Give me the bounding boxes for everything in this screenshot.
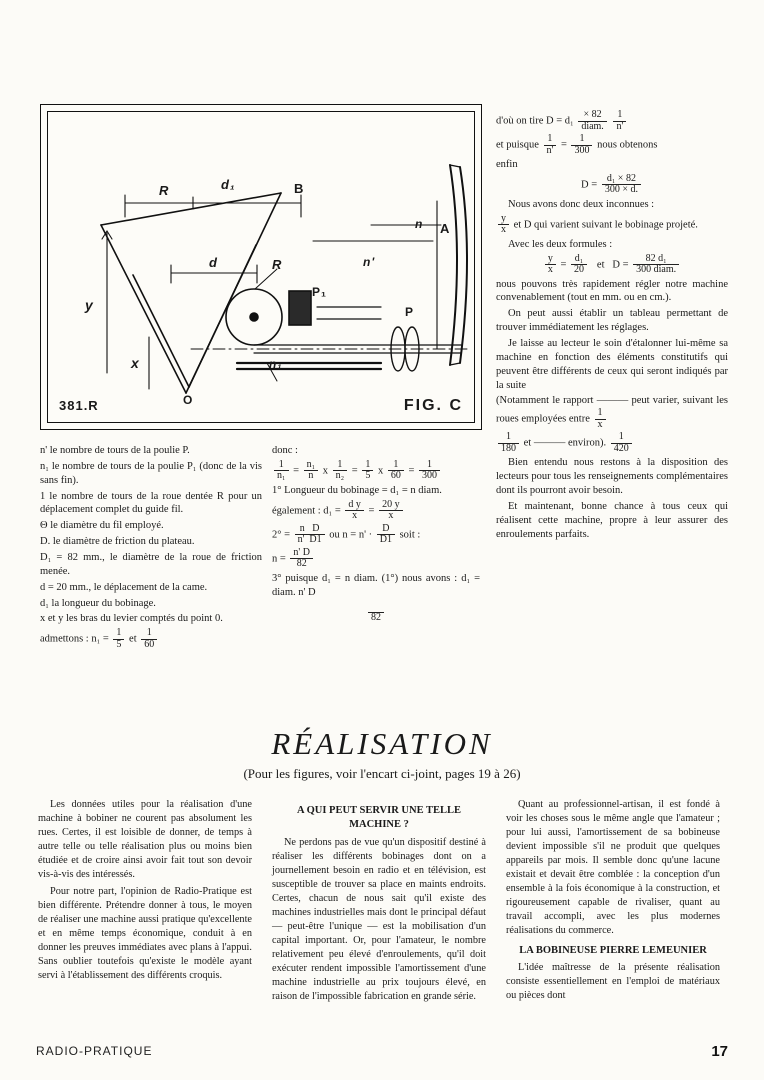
math-donc: donc :	[272, 445, 298, 456]
frac-82: 82	[368, 601, 384, 623]
figure-label-R-top: R	[159, 183, 170, 198]
frac-1-300: $\frac{1}{300}$	[419, 460, 440, 482]
legend-admettons-text: admettons : n₁ =	[40, 633, 109, 645]
frac-d1-20: $\frac{\text{d₁}}{20}$	[571, 254, 587, 276]
right-p1b-text: et D qui varient suivant le bobinage projeté.	[513, 219, 698, 231]
bottom-c1-p2: Pour notre part, l'opinion de Radio-Pratique est bien différente. Prétendre donner à tous, le moyen de réaliser une machine aussi pratique qu'excellente et en même temps économique, conduit à en donner les preuves immédiates avec plans à l'appui. Sans oublier toutefois qu'existe le modèle ayant servi à l'établissement des différents croquis.	[38, 886, 252, 981]
math-column	[272, 444, 480, 625]
figure-label-n1: n₁	[269, 357, 283, 371]
frac-n1-n: $\frac{\text{n₁}}{n}$	[304, 460, 319, 482]
legend-line-7: d₁ la longueur du bobinage.	[40, 597, 156, 609]
frac-1-n2: $\frac{1}{\text{n₂}}$	[333, 460, 348, 482]
frac-1-nprime-b: $\frac{1}{n'}$	[544, 134, 557, 156]
legend-column	[40, 444, 262, 652]
right-line-3: enfin	[496, 159, 518, 170]
section-title: RÉALISATION	[271, 726, 493, 761]
right-p4: On peut aussi établir un tableau permettant de trouver immédiatement les réglages.	[496, 308, 728, 334]
frac-1-300b: $\frac{1}{300}$	[571, 134, 592, 156]
right-column	[496, 110, 728, 543]
bottom-c3-p2: L'idée maîtresse de la présente réalisation consiste essentiellement en l'emploi de matériaux ou pièces dont	[506, 962, 720, 1002]
right-p6-text: (Notamment le rapport ——— peut varier, suivant les roues employées entre	[496, 395, 728, 425]
frac-1-5: $\frac{1}{5}$	[113, 628, 124, 650]
right-line-1	[496, 110, 728, 132]
right-line-2: et puisque $\frac{1}{n'}$ = $\frac{1}{300}$ nous obtenons	[496, 133, 658, 156]
footer-page-number: 17	[711, 1043, 728, 1060]
frac-20y-x: $\frac{20 y}{x}$	[379, 500, 403, 522]
legend-line-4: D. le diamètre de friction du plateau.	[40, 536, 195, 548]
figure-label-y: y	[85, 297, 94, 313]
legend-line-5: D₁ = 82 mm., le diamètre de la roue de friction menée.	[40, 552, 262, 577]
frac-1-60: $\frac{1}{60}$	[141, 628, 157, 650]
right-p1b	[496, 214, 728, 236]
figure-label-d1: d₁	[221, 177, 236, 192]
right-line-1-text: d'où on tire D = d₁	[496, 115, 574, 127]
frac-1-n1: $\frac{1}{\text{n₁}}$	[274, 460, 289, 482]
right-p3: nous pouvons très rapidement régler notre machine convenablement (tout en mm. ou en cm.).	[496, 278, 728, 304]
section-subtitle: (Pour les figures, voir l'encart ci-joint, pages 19 à 26)	[243, 766, 521, 781]
figure-code: 381.R	[59, 398, 99, 413]
bottom-c3-heading: LA BOBINEUSE PIERRE LEMEUNIER	[519, 945, 707, 956]
figure-label-P: P	[405, 305, 415, 319]
figure-label-P1: P₁	[312, 285, 327, 299]
frac-82d1-300diam: $\frac{\text{82 d₁}}{\text{300 diam.}}$	[633, 254, 679, 276]
figure-label-B: B	[294, 181, 305, 196]
frac-1-5b: $\frac{1}{5}$	[362, 460, 373, 482]
bottom-c3-p1: Quant au professionnel-artisan, il est fondé à voir les choses sous le même angle que l'amateur ; pour lui aussi, l'amortissement de sa bobineuse devient impossible s'il ne produit que quelques appareils par mois. Il semble donc qu'une lacune existait et devait être comblée : la conception d'un ensemble à la fois économique à la construction, et rigoureusement capable de rivaliser, quant au travail accompli, avec les plus modernes réalisations du commerce.	[506, 799, 720, 936]
figure-label-n-prime: n'	[363, 255, 376, 269]
right-line-2-text: et puisque	[496, 139, 539, 151]
legend-admettons: admettons : n₁ = $\frac{1}{5}$ et $\frac{1}{60}$	[40, 628, 262, 650]
legend-line-0: n' le nombre de tours de la poulie P.	[40, 445, 190, 456]
right-line-4	[496, 174, 728, 196]
right-p6b-text: et ——— environ).	[523, 437, 607, 449]
bottom-c2-p1: Ne perdons pas de vue qu'un dispositif destiné à réaliser les différents bobinages dont on a journellement besoin en radio et en télévision, est susceptible de trouver sa place en maints endroits. Certes, chacun de nous sait qu'il existe des machines industrielles mais dont le principal défaut — peut-être l'unique — est la mobilisation d'un capital important. Or, pour l'amateur, le nombre relativement peu élevé d'enroulements, qu'il doit exécuter rendent impossible l'amortissement d'une machine industrielle au prix toujours élevé, en raison de l'impossible fabrication en grande série.	[272, 836, 486, 1002]
figure-label-A: A	[440, 221, 451, 236]
math-egalement: également : d₁ = $\frac{\text{d y}}{x}$ = $\frac{20 y}{x}$	[272, 500, 480, 522]
right-p6	[496, 394, 728, 430]
frac-1-x: $\frac{1}{x}$	[595, 408, 606, 430]
math-equation-1: $\frac{1}{\text{n₁}}$ = $\frac{\text{n₁}}{n}$ x $\frac{1}{\text{n₂}}$ = $\frac{1}{5}$ x $\frac{1}{60}$ = $\frac{1}{300}$	[272, 460, 480, 482]
frac-y-x-2: $\frac{y}{x}$	[545, 254, 556, 276]
frac-nD-nprimeD1: $\frac{\text{n D}}{n' D1}$	[295, 524, 325, 546]
frac-x82-diam: $\frac{\times 82}{\text{diam.}}$	[578, 110, 607, 132]
right-p5: Je laisse au lecteur le soin d'étalonner lui-même sa machine en fonction des éléments constitutifs qui peuvent être différents de ceux qui seront indiqués par la suite	[496, 338, 728, 391]
frac-1-420: $\frac{1}{420}$	[611, 432, 632, 454]
math-n-equals: n = $\frac{n' D}{82}$	[272, 548, 480, 570]
figure-drawing	[41, 105, 481, 429]
math-item3: 3° puisque d₁ = n diam. (1°) nous avons : d₁ = diam. n' D	[272, 572, 480, 598]
right-p7: Bien entendu nous restons à la disposition des lecteurs pour tous les renseignements complémentaires dont ils pourront avoir besoin.	[496, 457, 728, 497]
right-p6b	[496, 432, 728, 454]
right-formulas: $\frac{y}{x}$ = $\frac{\text{d₁}}{20}$ et D = $\frac{\text{82 d₁}}{\text{300 diam.}}$	[496, 254, 728, 276]
math-item1: 1° Longueur du bobinage = d₁ = n diam.	[272, 484, 442, 496]
frac-nprimeD-82: $\frac{n' D}{82}$	[290, 548, 313, 570]
figure-label-x: x	[131, 355, 140, 371]
frac-1-nprime: $\frac{1}{n'}$	[613, 110, 626, 132]
frac-d1x82-300d: $\frac{\text{d₁ × 82}}{300 \times d.}$	[602, 174, 641, 196]
frac-D-D1: $\frac{D}{D1}$	[377, 524, 395, 546]
right-line-2b-text: nous obtenons	[597, 139, 658, 151]
legend-line-6: d = 20 mm., le déplacement de la came.	[40, 581, 208, 593]
legend-line-1: n₁ le nombre de tours de la poulie P₁ (donc de la vis sans fin).	[40, 460, 262, 486]
bottom-c1-p1: Les données utiles pour la réalisation d'une machine à bobiner ne courent pas absolument les rues. Certes, il est loisible de donner, de temps à autre telle ou telle réalisation plus ou moins bien étudiée et de croire ainsi avoir fait tout son devoir vis-à-vis des intéressés.	[38, 799, 252, 880]
legend-line-3: Θ le diamètre du fil employé.	[40, 520, 164, 532]
frac-y-x: $\frac{y}{x}$	[498, 214, 509, 236]
right-line-4-text: D =	[581, 179, 598, 191]
frac-dy-x: $\frac{\text{d y}}{x}$	[345, 500, 364, 522]
bottom-c2-heading: A QUI PEUT SERVIR UNE TELLE MACHINE ?	[296, 805, 462, 831]
figure-label-O: O	[183, 393, 194, 407]
math-egalement-text: également : d₁ =	[272, 505, 341, 517]
frac-1-180: $\frac{1}{180}$	[498, 432, 519, 454]
legend-line-2: 1 le nombre de tours de la roue dentée R pour un déplacement complet du guide fil.	[40, 490, 262, 516]
figure-name: FIG. C	[403, 397, 463, 414]
bottom-column-3	[506, 798, 720, 1006]
right-p1: Nous avons donc deux inconnues :	[508, 198, 655, 210]
bottom-column-2	[272, 798, 486, 1007]
figure-c	[40, 104, 482, 430]
right-p2: Avec les deux formules :	[508, 238, 613, 250]
math-item3-frac	[272, 601, 480, 623]
right-p8: Et maintenant, bonne chance à tous ceux qui réalisent cette machine, propre à leur assurer des enroulements parfaits.	[496, 500, 728, 540]
frac-1-60b: $\frac{1}{60}$	[388, 460, 404, 482]
math-item2: 2° = $\frac{\text{n D}}{n' D1}$ ou n = n' · $\frac{D}{D1}$ soit :	[272, 522, 421, 546]
legend-line-8: x et y les bras du levier comptés du point 0.	[40, 613, 223, 625]
footer-magazine-name: RADIO-PRATIQUE	[36, 1044, 153, 1058]
bottom-column-1	[38, 798, 252, 986]
figure-label-d: d	[209, 255, 218, 270]
figure-label-n: n	[415, 217, 424, 231]
figure-label-R-mid: R	[272, 257, 283, 272]
